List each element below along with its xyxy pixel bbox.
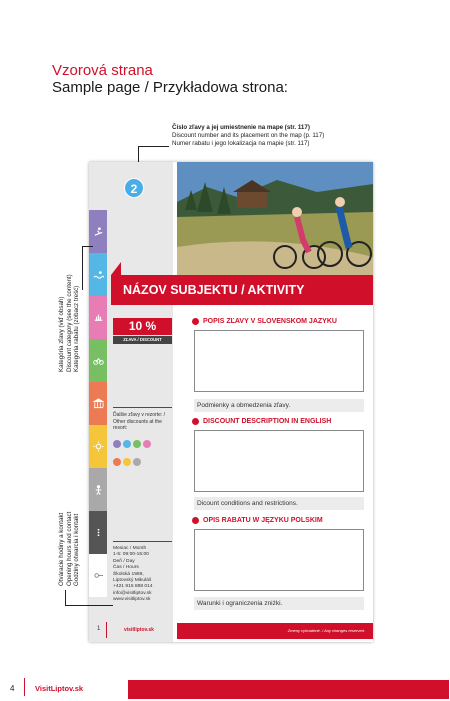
page-subtitle: Sample page / Przykładowa strona: xyxy=(52,79,288,96)
ski-icon xyxy=(93,226,104,237)
callout-line: Numer rabatu i jego lokalizacja na mapie (str. 117) xyxy=(172,140,310,147)
bullet-icon xyxy=(192,517,199,524)
footer-website: VisitLiptov.sk xyxy=(35,684,84,693)
description-box-sk xyxy=(194,330,364,392)
category-dot xyxy=(133,440,141,448)
category-connector xyxy=(82,246,83,290)
discount-value: 10 % xyxy=(113,318,172,335)
section-heading-pl xyxy=(192,517,323,524)
contact-callout xyxy=(58,512,81,586)
bullet-icon xyxy=(192,418,199,425)
section-heading-text: OPIS RABATU W JĘZYKU POLSKIM xyxy=(203,517,323,524)
category-dot xyxy=(123,458,131,466)
conditions-pl: Warunki i ograniczenia zniżki. xyxy=(194,597,364,610)
discount-label: ZĽAVA / DISCOUNT xyxy=(113,336,172,344)
callout-line: Discount number and its placement on the map (p. 117) xyxy=(172,132,325,139)
tab-tag[interactable] xyxy=(89,554,107,597)
footer-page-number: 4 xyxy=(10,684,15,693)
page-title: Vzorová strana xyxy=(52,62,153,79)
callout-line: Otváracie hodiny a kontakt xyxy=(58,512,65,586)
contact-line: 1-5: 09:00-15:00 xyxy=(113,552,149,558)
sample-page-number: 1 xyxy=(97,626,101,632)
sample-page-separator xyxy=(106,622,107,638)
sidebar-divider xyxy=(113,541,172,542)
callout-line: Godziny otwarcia i kontakt xyxy=(73,513,80,586)
subject-title-banner: NÁZOV SUBJEKTU / AKTIVITY xyxy=(111,275,373,305)
banner-corner xyxy=(111,262,121,275)
callout-line: Kategória zľavy (viď obsah) xyxy=(58,296,65,372)
tab-summer[interactable] xyxy=(89,425,107,468)
category-callout xyxy=(58,274,81,372)
section-heading-en xyxy=(192,418,331,425)
contact-line: info@visitliptov.sk xyxy=(113,590,152,596)
sample-website: visitliptov.sk xyxy=(124,627,154,633)
category-dot xyxy=(133,458,141,466)
spa-icon xyxy=(93,312,104,323)
callout-connector xyxy=(138,146,169,147)
category-tabs xyxy=(89,210,107,597)
description-box-pl xyxy=(194,529,364,591)
museum-icon xyxy=(93,398,104,409)
footer-bar xyxy=(128,680,449,699)
contact-line: Deň / Day xyxy=(113,558,135,564)
contact-block xyxy=(113,546,173,604)
contact-line: www.visitliptov.sk xyxy=(113,597,151,603)
contact-connector xyxy=(65,590,66,605)
tab-kids[interactable] xyxy=(89,468,107,511)
conditions-en: Dicount conditions and restrictions. xyxy=(194,497,364,510)
section-heading-sk xyxy=(192,318,337,325)
description-box-en xyxy=(194,430,364,492)
sun-icon xyxy=(93,441,104,452)
contact-line: +421 915 888 014 xyxy=(113,584,153,590)
tab-spa[interactable] xyxy=(89,296,107,339)
callout-line: Opening hours and contact xyxy=(65,511,73,586)
contact-line: Čas / Hours xyxy=(113,565,139,571)
contact-connector xyxy=(65,605,113,606)
contact-line: Liptovský Mikuláš xyxy=(113,578,152,584)
more-discounts-text: Ďalšie zľavy v rezorte: / Other discounts at the resort: xyxy=(113,412,166,431)
tab-swim[interactable] xyxy=(89,253,107,296)
category-dot xyxy=(143,440,151,448)
callout-line: Kategoria rabatu (zobacz treść) xyxy=(73,285,80,372)
tab-museum[interactable] xyxy=(89,382,107,425)
category-dot xyxy=(113,458,121,466)
conditions-sk: Podmienky a obmedzenia zľavy. xyxy=(194,399,364,412)
sample-footer-bar: Zmeny vyhradené. / Any changes reserved. xyxy=(177,623,373,639)
category-dot xyxy=(113,440,121,448)
map-number-badge: 2 xyxy=(124,178,144,198)
callout-line: Discount category (see the content) xyxy=(65,274,73,372)
callout-line: Číslo zľavy a jej umiestnenie na mape (str. 117) xyxy=(172,124,310,131)
map-number-callout xyxy=(172,124,324,148)
tab-bike[interactable] xyxy=(89,339,107,382)
tab-more[interactable] xyxy=(89,511,107,554)
contact-line: Školská 1989, xyxy=(113,571,144,577)
bullet-icon xyxy=(192,318,199,325)
sidebar-divider xyxy=(113,407,172,408)
category-connector xyxy=(82,246,93,247)
footer-separator xyxy=(24,678,25,696)
contact-line: Mesiac / Month xyxy=(113,546,147,551)
kids-icon xyxy=(93,484,104,495)
tag-icon xyxy=(93,570,104,581)
cyclists-photo xyxy=(177,162,373,280)
category-dot xyxy=(123,440,131,448)
bike-icon xyxy=(93,355,104,366)
section-heading-text: POPIS ZĽAVY V SLOVENSKOM JAZYKU xyxy=(203,318,337,325)
category-dots xyxy=(113,435,173,471)
more-icon xyxy=(93,527,104,538)
section-heading-text: DISCOUNT DESCRIPTION IN ENGLISH xyxy=(203,418,332,425)
swim-icon xyxy=(93,269,104,280)
